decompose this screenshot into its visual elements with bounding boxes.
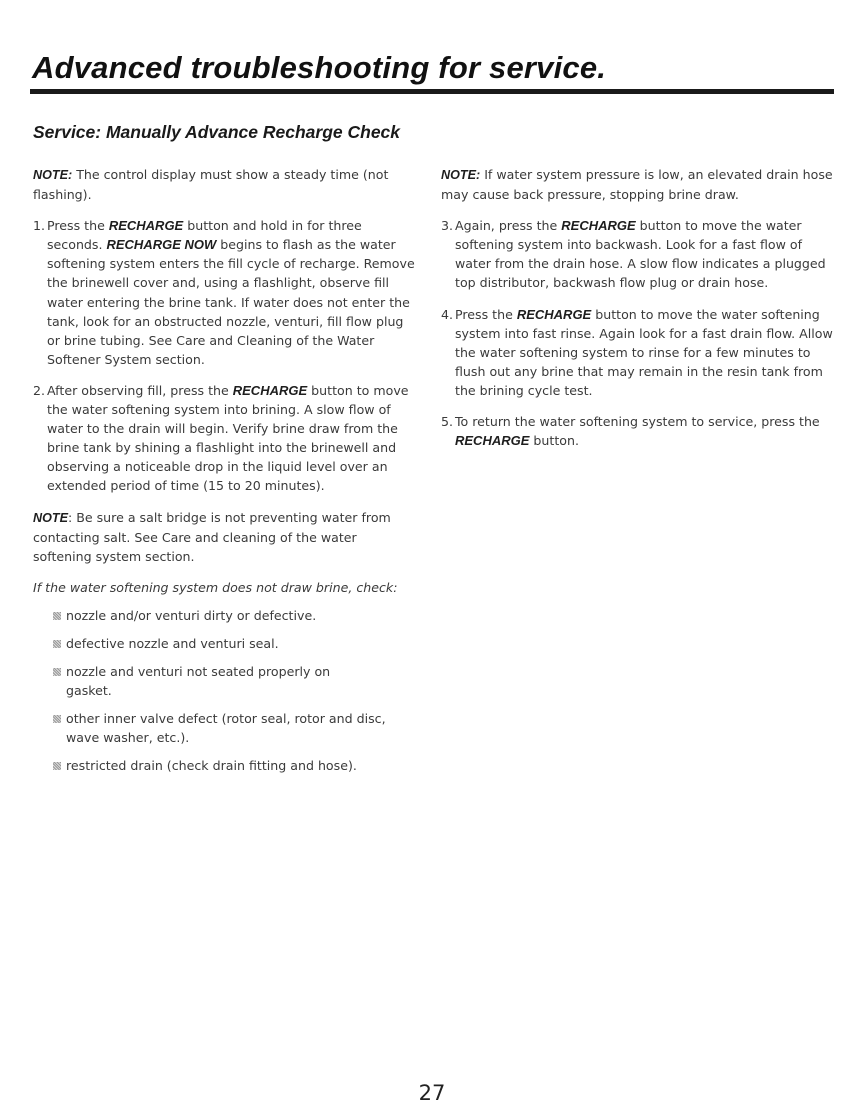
keyword-recharge: RECHARGE bbox=[455, 433, 530, 449]
checklist-text: nozzle and/or venturi dirty or defective. bbox=[66, 607, 317, 623]
step-text: Press the bbox=[47, 218, 109, 234]
step-number: 3. bbox=[441, 218, 454, 234]
note-text: The control display must show a steady time (not flashing). bbox=[33, 167, 389, 203]
checklist-text: other inner valve defect (rotor seal, rotor and disc, wave washer, etc.). bbox=[66, 711, 386, 746]
page-title: Advanced troubleshooting for service. bbox=[32, 50, 607, 85]
step-5 bbox=[441, 412, 833, 450]
step-text: After observing fill, press the bbox=[47, 382, 233, 398]
checklist-item bbox=[33, 662, 336, 700]
keyword-recharge-now: RECHARGE NOW bbox=[106, 237, 217, 253]
page-number: 27 bbox=[418, 1081, 446, 1105]
keyword-recharge: RECHARGE bbox=[108, 218, 184, 234]
step-number: 1. bbox=[33, 218, 46, 234]
right-column bbox=[441, 165, 833, 462]
note-label: NOTE: bbox=[33, 168, 73, 182]
note-water-pressure bbox=[441, 165, 833, 204]
checklist-item bbox=[33, 709, 419, 747]
keyword-recharge: RECHARGE bbox=[561, 218, 636, 234]
note-label: NOTE bbox=[33, 510, 68, 525]
checklist-item bbox=[33, 634, 419, 653]
note-salt-bridge bbox=[33, 508, 419, 566]
note-text: If water system pressure is low, an elevated drain hose may cause back pressure, stopping brine draw. bbox=[441, 167, 833, 203]
step-number: 4. bbox=[441, 306, 454, 322]
check-intro: If the water softening system does not draw brine, check: bbox=[33, 579, 398, 595]
section-heading: Service: Manually Advance Recharge Check bbox=[33, 122, 401, 142]
step-text: Press the bbox=[455, 306, 517, 322]
square-bullet-icon bbox=[53, 640, 61, 648]
step-1 bbox=[33, 216, 419, 369]
note-text: : Be sure a salt bridge is not preventing water from contacting salt. See Care and cleaning of the water softening system section. bbox=[33, 509, 391, 564]
square-bullet-icon bbox=[53, 715, 61, 723]
step-text: button to move the water softening system into fast rinse. Again look for a fast drain flow. Allow the water softening system to rinse for a few minutes to flush out any brine that may remain in the resin tank from the brining cycle test. bbox=[455, 306, 833, 398]
checklist-text: defective nozzle and venturi seal. bbox=[66, 635, 279, 651]
step-text: button. bbox=[529, 433, 579, 449]
step-text: button to move the water softening system into backwash. Look for a fast flow of water from the drain hose. A slow flow indicates a plugged top distributor, backwash flow plug or drain hose. bbox=[455, 218, 826, 291]
step-text: To return the water softening system to service, press the bbox=[455, 414, 820, 430]
steps-list-left bbox=[33, 216, 419, 495]
keyword-recharge: RECHARGE bbox=[516, 306, 592, 322]
checklist-text: nozzle and venturi not seated properly on gasket. bbox=[66, 664, 331, 699]
title-rule bbox=[30, 89, 834, 94]
keyword-recharge: RECHARGE bbox=[232, 382, 308, 398]
step-number: 5. bbox=[441, 414, 454, 430]
step-text: button to move the water softening system into brining. A slow flow of water to the drain will begin. Verify brine draw from the brine tank by shining a flashlight into the brinewell and observing a noticeable drop in the liquid level over an extended period of time (15 to 20 minutes). bbox=[47, 382, 409, 494]
note-control-display bbox=[33, 165, 419, 204]
note-label: NOTE: bbox=[441, 168, 481, 182]
step-3 bbox=[441, 216, 833, 292]
checklist-text: restricted drain (check drain fitting and hose). bbox=[66, 758, 357, 774]
checklist-item bbox=[33, 756, 419, 775]
left-column bbox=[33, 165, 419, 785]
step-text: Again, press the bbox=[455, 218, 562, 234]
step-text: begins to flash as the water softening system enters the fill cycle of recharge. Remove the brinewell cover and, using a flashlight, observe fill water entering the brine tank. If water does not enter the tank, look for an obstructed nozzle, venturi, fill flow plug or brine tubing. See Care and Cleaning of the Water Softener System section. bbox=[47, 237, 415, 367]
square-bullet-icon bbox=[53, 612, 61, 620]
step-4 bbox=[441, 305, 833, 400]
step-2 bbox=[33, 381, 419, 496]
brine-checklist bbox=[33, 606, 419, 776]
checklist-item bbox=[33, 606, 419, 625]
step-number: 2. bbox=[33, 382, 46, 398]
square-bullet-icon bbox=[53, 668, 61, 676]
steps-list-right bbox=[441, 216, 833, 450]
step-text: button and hold in for three seconds. bbox=[47, 218, 362, 253]
square-bullet-icon bbox=[53, 762, 61, 770]
